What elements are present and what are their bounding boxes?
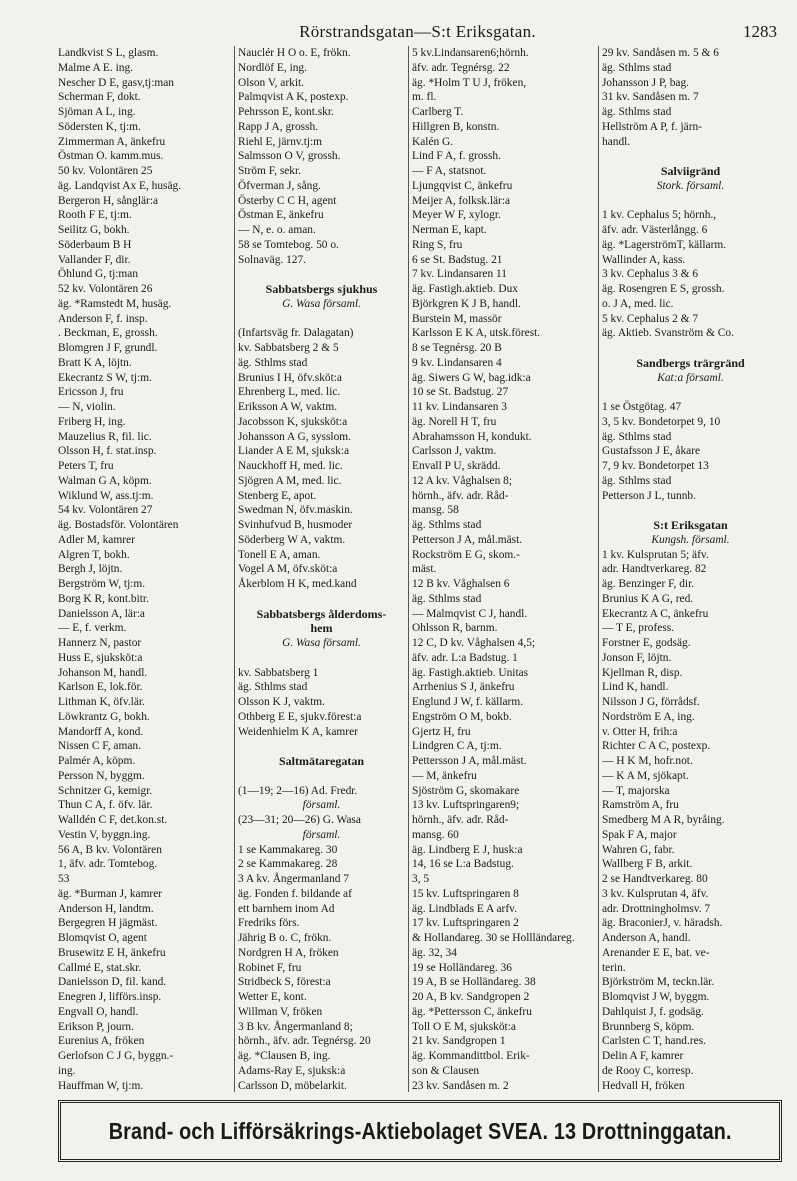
directory-entry: 56 A, B kv. Volontären	[58, 843, 162, 856]
directory-entry: Petterson J L, tunnb.	[602, 489, 696, 502]
directory-entry: Petterson J A, mål.mäst.	[412, 533, 523, 546]
directory-entry: äg. Sthlms stad	[412, 592, 482, 605]
directory-entry: 54 kv. Volontären 27	[58, 504, 153, 517]
directory-entry: 1 se Kammakareg. 30	[238, 843, 338, 856]
directory-entry: Jacobsson K, sjuksköt:a	[238, 415, 348, 428]
directory-entry: Eriksson A W, vaktm.	[238, 401, 338, 413]
blank-line	[238, 769, 405, 784]
directory-entry: Toll O E M, sjuksköt:a	[412, 1020, 516, 1033]
directory-entry: hörnh., äfv. adr. Tegnérsg. 20	[238, 1035, 371, 1048]
directory-entry: Mandorff A, kond.	[58, 725, 144, 738]
directory-entry: Björkgren K J B, handl.	[412, 297, 521, 310]
directory-entry: äg. Sthlms stad	[602, 474, 672, 487]
directory-entry: 2 se Kammakareg. 28	[238, 858, 338, 871]
directory-entry: 12 A kv. Våghalsen 8;	[412, 474, 512, 487]
directory-entry: Sjögren A M, med. lic.	[238, 474, 342, 487]
directory-entry: Nissen C F, aman.	[58, 740, 141, 753]
directory-entry: Scherman F, dokt.	[58, 91, 141, 104]
directory-entry: Brusewitz E H, änkefru	[58, 946, 166, 959]
directory-entry: äg. *Pettersson C, änkefru	[412, 1005, 532, 1018]
directory-entry: Anderson F, f. insp.	[58, 312, 148, 325]
directory-entry: Bergh J, löjtn.	[58, 563, 123, 576]
directory-entry: v. Otter H, frih:a	[602, 725, 678, 738]
directory-entry: äg. Norell H T, fru	[412, 415, 497, 428]
directory-entry: 29 kv. Sandåsen m. 5 & 6	[602, 47, 719, 59]
blank-line	[238, 651, 405, 666]
directory-entry: m. fl.	[412, 91, 437, 104]
directory-columns	[58, 46, 782, 1092]
section-heading: hem	[310, 621, 333, 636]
section-heading: Salviigränd	[660, 164, 721, 178]
directory-entry: 7 kv. Lindansaren 11	[412, 268, 508, 281]
directory-entry: — H K M, hofr.not.	[602, 755, 693, 767]
directory-entry: Lindgren C A, tj:m.	[412, 740, 502, 753]
directory-entry: Meyer W F, xylogr.	[412, 209, 501, 222]
directory-entry: Carlsson D, möbelarkit.	[238, 1079, 347, 1092]
directory-entry: 3 kv. Kulsprutan 4, äfv.	[602, 887, 709, 900]
directory-entry: ett barnhem inom Ad	[238, 902, 335, 915]
directory-entry: Forstner E, godsäg.	[602, 637, 691, 649]
directory-entry: Svinhufvud B, husmoder	[238, 519, 353, 531]
directory-entry: adr. Drottningholmsv. 7	[602, 902, 711, 915]
directory-entry: Weidenhielm K A, kamrer	[238, 725, 358, 738]
directory-entry: Algren T, bokh.	[58, 548, 130, 561]
directory-entry: 52 kv. Volontären 26	[58, 283, 153, 295]
directory-entry: äg. *Ramstedt M, husäg.	[58, 297, 172, 310]
directory-entry: 50 kv. Volontären 25	[58, 165, 153, 177]
directory-entry: Ohlsson R, barnm.	[412, 622, 498, 635]
directory-entry: Eurenius A, fröken	[58, 1035, 145, 1048]
directory-entry: Hauffman W, tj:m.	[58, 1079, 144, 1092]
advertisement-text: Brand- och Lifförsäkrings-Aktiebolaget SVEA. 13 Drottninggatan.	[108, 1117, 732, 1144]
parish-subheading: församl.	[302, 799, 341, 812]
directory-entry: Wetter E, kont.	[238, 991, 307, 1003]
directory-entry: Richter C A C, postexp.	[602, 740, 711, 753]
directory-entry: Blomqvist O, agent	[58, 932, 147, 944]
directory-entry: Ehrenberg L, med. lic.	[238, 386, 341, 399]
directory-entry: Vallander F, dir.	[58, 253, 131, 266]
directory-entry: Engvall O, handl.	[58, 1005, 139, 1018]
directory-entry: Olson V, arkit.	[238, 76, 305, 89]
directory-entry: Englund J W, f. källarm.	[412, 696, 524, 708]
directory-entry: 21 kv. Sandgropen 1	[412, 1035, 506, 1048]
directory-entry: Carlsson J, vaktm.	[412, 445, 497, 458]
section-heading: Sandbergs trärgränd	[636, 355, 745, 370]
directory-entry: hörnh., äfv. adr. Råd-	[412, 489, 509, 502]
directory-entry: äg. Siwers G W, bag.idk:a	[412, 371, 531, 384]
directory-entry: Bergeron H, sånglär:a	[58, 194, 159, 207]
directory-entry: Seilitz G, bokh.	[58, 224, 130, 236]
directory-column-1	[58, 46, 234, 1092]
directory-entry: 3, 5	[412, 873, 430, 885]
directory-entry: Wahren G, fabr.	[602, 843, 675, 856]
directory-entry: Hannerz N, pastor	[58, 637, 142, 649]
directory-entry: Kjellman R, disp.	[602, 666, 683, 679]
blank-line	[602, 149, 779, 164]
page-number: 1283	[743, 22, 777, 41]
directory-entry: Vogel A M, öfv.sköt:a	[238, 563, 338, 576]
directory-entry: Schnitzer G, kemigr.	[58, 784, 153, 797]
directory-entry: 13 kv. Luftspringaren9;	[412, 799, 520, 812]
directory-entry: 12 C, D kv. Våghalsen 4,5;	[412, 637, 536, 649]
directory-entry: Sjöman A L, ing.	[58, 106, 136, 118]
directory-entry: Persson N, byggm.	[58, 769, 145, 782]
directory-entry: äg. Aktieb. Svanström & Co.	[602, 327, 734, 340]
directory-column-4	[598, 46, 782, 1092]
directory-entry: kv. Sabbatsberg 1	[238, 666, 319, 679]
directory-entry: Danielsson D, fil. kand.	[58, 976, 167, 989]
directory-entry: 3, 5 kv. Bondetorpet 9, 10	[602, 415, 721, 428]
directory-entry: Willman V, fröken	[238, 1005, 323, 1018]
directory-entry: Karlson E, lok.för.	[58, 681, 143, 694]
directory-entry: 5 kv.Lindansaren6;hörnh.	[412, 47, 529, 59]
page-header	[58, 14, 777, 44]
directory-entry: Öhlund G, tj:man	[58, 268, 139, 281]
directory-entry: Wiklund W, ass.tj:m.	[58, 489, 154, 502]
parish-subheading: G. Wasa församl.	[282, 297, 361, 310]
directory-entry: Spak F A, major	[602, 828, 677, 841]
directory-entry: äg. Kommandittbol. Erik-	[412, 1050, 530, 1062]
directory-entry: äg. *Clausen B, ing.	[238, 1050, 331, 1062]
directory-entry: Riehl E, järnv.tj:m	[238, 135, 323, 148]
directory-entry: äfv. adr. Tegnérsg. 22	[412, 61, 510, 74]
directory-entry: äg. Benzinger F, dir.	[602, 578, 695, 590]
directory-entry: Bratt K A, löjtn.	[58, 356, 132, 369]
directory-entry: 7, 9 kv. Bondetorpet 13	[602, 460, 709, 472]
directory-entry: Nordgren H A, fröken	[238, 946, 339, 959]
directory-entry: son & Clausen	[412, 1064, 480, 1077]
directory-entry: Rapp J A, grossh.	[238, 120, 319, 133]
directory-entry: Rooth F E, tj:m.	[58, 209, 132, 222]
directory-entry: — N, violin.	[58, 401, 116, 413]
directory-entry: Björkström M, teckn.lär.	[602, 976, 715, 989]
directory-entry: Danielsson A, lär:a	[58, 607, 145, 620]
directory-entry: Wallinder A, kass.	[602, 253, 686, 266]
directory-entry: Adler M, kamrer	[58, 533, 135, 546]
directory-entry: . Beckman, E, grossh.	[58, 327, 158, 340]
directory-entry: Hellström A P, f. järn-	[602, 120, 702, 133]
directory-entry: Malme A E. ing.	[58, 61, 133, 74]
directory-entry: Adams-Ray E, sjuksk:a	[238, 1064, 346, 1077]
directory-entry: Åkerblom H K, med.kand	[238, 578, 357, 590]
directory-entry: Salmsson O V, grossh.	[238, 150, 341, 163]
directory-entry: Ring S, fru	[412, 238, 463, 251]
directory-entry: Johansson A G, sysslom.	[238, 430, 351, 443]
directory-entry: Blomqvist J W, byggm.	[602, 991, 710, 1003]
directory-entry: kv. Sabbatsberg 2 & 5	[238, 342, 339, 354]
directory-entry: äg. *Burman J, kamrer	[58, 887, 163, 900]
directory-entry: Söderbaum B H	[58, 238, 132, 251]
directory-entry: 3 A kv. Ångermanland 7	[238, 873, 349, 885]
directory-entry: 19 se Holländareg. 36	[412, 961, 512, 974]
directory-entry: äg. Sthlms stad	[412, 519, 482, 531]
directory-entry: — N, e. o. aman.	[238, 224, 316, 236]
directory-entry: Carlberg T.	[412, 106, 464, 118]
directory-entry: adr. Handtverkareg. 82	[602, 563, 707, 576]
directory-entry: Arenander E E, bat. ve-	[602, 946, 710, 959]
directory-entry: Jährig B o. C, frökn.	[238, 932, 332, 944]
directory-entry: 14, 16 se L:a Badstug.	[412, 858, 514, 871]
directory-entry: äfv. adr. L:a Badstug. 1	[412, 651, 518, 664]
directory-entry: äg. *Holm T U J, fröken,	[412, 76, 527, 89]
directory-entry: — F A, statsnot.	[412, 165, 487, 177]
blank-line	[238, 267, 405, 282]
directory-entry: Zimmerman A, änkefru	[58, 135, 166, 148]
directory-entry: Nauclér H O o. E, frökn.	[238, 47, 351, 59]
directory-entry: Jonson F, löjtn.	[602, 651, 672, 664]
section-heading: Sabbatsbergs ålderdoms-	[256, 606, 387, 621]
directory-entry: Delin A F, kamrer	[602, 1050, 684, 1062]
directory-entry: Pehrsson E, kont.skr.	[238, 106, 334, 118]
directory-entry: Ekecrantz A C, änkefru	[602, 607, 709, 620]
directory-entry: Ramström A, fru	[602, 799, 679, 812]
directory-entry: äg. Sthlms stad	[602, 430, 672, 443]
directory-entry: 3 kv. Cephalus 3 & 6	[602, 268, 699, 281]
directory-entry: mäst.	[412, 563, 437, 576]
directory-entry: Meijer A, folksk.lär:a	[412, 194, 511, 207]
directory-entry: Karlsson E K A, utsk.förest.	[412, 327, 541, 340]
directory-entry: äg. Sthlms stad	[238, 356, 308, 369]
directory-entry: Mauzelius R, fil. lic.	[58, 430, 152, 443]
directory-entry: 9 kv. Lindansaren 4	[412, 356, 502, 369]
directory-entry: äg. Fonden f. bildande af	[238, 887, 352, 900]
directory-entry: äg. Fastigh.aktieb. Dux	[412, 283, 518, 295]
blank-line	[602, 341, 779, 356]
page-title: Rörstrandsgatan—S:t Eriksgatan.	[299, 22, 536, 41]
directory-entry: Gjertz H, fru	[412, 725, 471, 738]
directory-entry: Johanson M, handl.	[58, 666, 148, 679]
directory-entry: Envall P U, skrädd.	[412, 460, 501, 472]
directory-entry: Smedberg M A R, byråing.	[602, 814, 725, 826]
directory-entry: Ström F, sekr.	[238, 165, 302, 177]
parish-subheading: G. Wasa församl.	[282, 637, 361, 649]
directory-entry: Brunnberg S, köpm.	[602, 1020, 695, 1033]
directory-entry: Landkvist S L, glasm.	[58, 47, 159, 59]
section-heading: S:t Eriksgatan	[653, 518, 728, 532]
directory-entry: 15 kv. Luftspringaren 8	[412, 887, 519, 900]
directory-entry: Stenberg E, apot.	[238, 489, 317, 502]
directory-entry: Rockström E G, skom.-	[412, 548, 520, 561]
directory-entry: Bergström W, tj:m.	[58, 578, 146, 590]
directory-entry: Abrahamsson H, kondukt.	[412, 430, 532, 443]
directory-entry: Blomgren J F, grundl.	[58, 342, 158, 354]
advertisement-banner	[58, 1100, 782, 1162]
directory-entry: äg. Bostadsför. Volontären	[58, 519, 179, 531]
directory-entry: Thun C A, f. öfv. lär.	[58, 799, 153, 812]
directory-entry: Dahlquist J, f. godsäg.	[602, 1005, 704, 1018]
directory-column-2	[234, 46, 408, 1092]
directory-entry: 12 B kv. Våghalsen 6	[412, 578, 510, 590]
directory-entry: Lithman K, öfv.lär.	[58, 696, 145, 708]
directory-entry: Palmér A, köpm.	[58, 755, 136, 767]
directory-entry: 17 kv. Luftspringaren 2	[412, 917, 519, 930]
parish-subheading: Stork. församl.	[656, 179, 725, 192]
directory-entry: 6 se St. Badstug. 21	[412, 253, 503, 266]
directory-entry: — K A M, sjökapt.	[602, 769, 689, 782]
directory-entry: Nescher D E, gasv,tj:man	[58, 76, 174, 89]
directory-entry: Sjöström G, skomakare	[412, 784, 520, 797]
directory-column-3	[408, 46, 598, 1092]
directory-entry: Arrhenius S J, änkefru	[412, 681, 515, 694]
directory-entry: Brunius K A G, red.	[602, 592, 694, 605]
directory-entry: Bergegren H jägmäst.	[58, 917, 158, 930]
parish-subheading: Kat:a församl.	[657, 371, 724, 384]
directory-entry: Othberg E E, sjukv.förest:a	[238, 710, 362, 723]
directory-entry: Enegren J, lifförs.insp.	[58, 991, 162, 1003]
directory-entry: Johansson J P, bag.	[602, 76, 690, 89]
directory-entry: Swedman N, öfv.maskin.	[238, 504, 353, 517]
section-heading: Sabbatsbergs sjukhus	[265, 282, 378, 296]
directory-entry: Robinet F, fru	[238, 961, 302, 974]
directory-entry: Brunius I H, öfv.sköt:a	[238, 371, 342, 384]
directory-entry: äg. Rosengren E S, grossh.	[602, 283, 725, 295]
directory-entry: äfv. adr. Västerlångg. 6	[602, 224, 708, 236]
directory-entry: Söderberg W A, vaktm.	[238, 533, 346, 546]
directory-entry: (23—31; 20—26) G. Wasa	[238, 814, 361, 826]
directory-entry: äg. Sthlms stad	[602, 61, 672, 74]
directory-entry: Lind F A, f. grossh.	[412, 150, 501, 163]
blank-line	[602, 503, 779, 518]
directory-entry: äg. Fastigh.aktieb. Unitas	[412, 666, 529, 679]
directory-entry: 19 A, B se Holländareg. 38	[412, 976, 536, 989]
directory-entry: de Rooy C, korresp.	[602, 1064, 694, 1077]
directory-entry: äg. Sthlms stad	[602, 106, 672, 118]
directory-entry: — T, majorska	[602, 784, 670, 797]
directory-entry: mansg. 58	[412, 504, 459, 517]
directory-entry: Ericsson J, fru	[58, 386, 124, 399]
directory-entry: 1 se Östgötag. 47	[602, 401, 682, 413]
directory-entry: Östman O. kamm.mus.	[58, 150, 164, 163]
directory-entry: Södersten K, tj:m.	[58, 120, 141, 133]
directory-entry: Pettersson J A, mål.mäst.	[412, 755, 527, 767]
directory-entry: Gerlofson C J G, byggn.-	[58, 1050, 174, 1062]
directory-entry: Burstein M, massör	[412, 312, 502, 325]
directory-entry: Ljungqvist C, änkefru	[412, 179, 513, 192]
directory-entry: Nauckhoff H, med. lic.	[238, 460, 343, 472]
directory-entry: Olsson H, f. stat.insp.	[58, 445, 157, 458]
directory-entry: Nilsson J G, förrådsf.	[602, 696, 700, 708]
directory-entry: terin.	[602, 961, 626, 974]
directory-entry: Hillgren B, konstn.	[412, 120, 500, 133]
directory-entry: ing.	[58, 1064, 76, 1077]
directory-entry: (Infartsväg fr. Dalagatan)	[238, 327, 354, 340]
directory-entry: Anderson H, landtm.	[58, 902, 154, 915]
directory-entry: 8 se Tegnérsg. 20 B	[412, 342, 502, 354]
directory-entry: Friberg H, ing.	[58, 415, 126, 428]
directory-entry: äg. *LagerströmT, källarm.	[602, 238, 727, 251]
directory-entry: — Malmqvist C J, handl.	[412, 607, 528, 620]
directory-entry: 1 kv. Kulsprutan 5; äfv.	[602, 548, 709, 561]
directory-entry: Engström O M, bokb.	[412, 710, 512, 723]
directory-entry: mansg. 60	[412, 828, 459, 841]
directory-entry: Kalén G.	[412, 135, 454, 148]
section-heading: Saltmätaregatan	[278, 754, 365, 768]
directory-entry: Callmé E, stat.skr.	[58, 961, 142, 974]
directory-entry: äg. Lindblads E A arfv.	[412, 902, 517, 915]
directory-entry: 58 se Tomtebog. 50 o.	[238, 238, 339, 251]
blank-line	[238, 739, 405, 754]
blank-line	[602, 385, 779, 400]
directory-entry: Nordlöf E, ing.	[238, 61, 307, 74]
directory-entry: handl.	[602, 135, 631, 148]
directory-entry: 11 kv. Lindansaren 3	[412, 401, 508, 413]
directory-entry: Wallberg F B, arkit.	[602, 858, 693, 871]
directory-entry: äg. Lindberg E J, husk:a	[412, 843, 523, 856]
directory-entry: Hedvall H, fröken	[602, 1079, 685, 1092]
directory-entry: Liander A E M, sjuksk:a	[238, 445, 350, 458]
blank-line	[238, 592, 405, 607]
directory-entry: 3 B kv. Ångermanland 8;	[238, 1020, 353, 1033]
directory-entry: Solnaväg. 127.	[238, 253, 307, 266]
directory-entry: Vestin V, byggn.ing.	[58, 828, 151, 841]
directory-entry: Anderson A, handl.	[602, 932, 691, 944]
directory-entry: Fredriks förs.	[238, 917, 300, 930]
directory-entry: Peters T, fru	[58, 460, 114, 472]
directory-entry: Löwkrantz G, bokh.	[58, 710, 150, 723]
directory-entry: Stridbeck S, förest:a	[238, 976, 331, 989]
directory-entry: Carlsten C T, hand.res.	[602, 1035, 706, 1048]
directory-entry: hörnh., äfv. adr. Råd-	[412, 814, 509, 826]
directory-entry: Österby C C H, agent	[238, 194, 337, 207]
directory-entry: (1—19; 2—16) Ad. Fredr.	[238, 784, 358, 797]
directory-entry: Nordström E A, ing.	[602, 710, 695, 723]
directory-entry: o. J A, med. lic.	[602, 297, 674, 310]
blank-line	[602, 194, 779, 209]
directory-entry: Tonell E A, aman.	[238, 548, 321, 561]
directory-entry: 5 kv. Cephalus 2 & 7	[602, 312, 699, 325]
directory-entry: 2 se Handtverkareg. 80	[602, 873, 708, 885]
directory-entry: & Hollandareg. 30 se Hollländareg.	[412, 932, 575, 944]
directory-entry: Östman E, änkefru	[238, 209, 324, 222]
directory-entry: 31 kv. Sandåsen m. 7	[602, 91, 699, 104]
directory-entry: Ekecrantz S W, tj:m.	[58, 371, 152, 384]
directory-entry: Palmqvist A K, postexp.	[238, 91, 349, 104]
directory-entry: — E, f. verkm.	[58, 622, 127, 635]
directory-entry: Gustafsson J E, åkare	[602, 445, 701, 458]
directory-entry: Erikson P, journ.	[58, 1020, 134, 1033]
directory-entry: äg. 32, 34	[412, 946, 457, 959]
directory-entry: Olsson K J, vaktm.	[238, 696, 326, 708]
directory-entry: 23 kv. Sandåsen m. 2	[412, 1079, 509, 1092]
parish-subheading: Kungsh. församl.	[651, 533, 730, 546]
directory-entry: Nerman E, kapt.	[412, 224, 487, 236]
directory-entry: — T E, profess.	[602, 622, 675, 635]
directory-entry: 1 kv. Cephalus 5; hörnh.,	[602, 209, 717, 222]
directory-entry: 10 se St. Badstug. 27	[412, 386, 509, 399]
blank-line	[238, 312, 405, 327]
directory-entry: 1, äfv. adr. Tomtebog.	[58, 858, 158, 871]
directory-entry: Walldén C F, det.kon.st.	[58, 814, 168, 826]
directory-entry: äg. BraconierJ, v. häradsh.	[602, 917, 723, 930]
directory-entry: äg. Sthlms stad	[238, 681, 308, 694]
directory-entry: Huss E, sjuksköt:a	[58, 651, 143, 664]
directory-entry: Lind K, handl.	[602, 681, 669, 694]
directory-entry: 20 A, B kv. Sandgropen 2	[412, 991, 530, 1003]
directory-entry: Walman G A, köpm.	[58, 474, 152, 487]
directory-entry: äg. Landqvist Ax E, husäg.	[58, 179, 182, 192]
parish-subheading: församl.	[302, 828, 341, 841]
directory-entry: — M, änkefru	[412, 769, 477, 782]
directory-entry: Borg K R, kont.bitr.	[58, 592, 149, 605]
directory-entry: Öfverman J, sång.	[238, 179, 321, 192]
directory-entry: 53	[58, 873, 70, 885]
